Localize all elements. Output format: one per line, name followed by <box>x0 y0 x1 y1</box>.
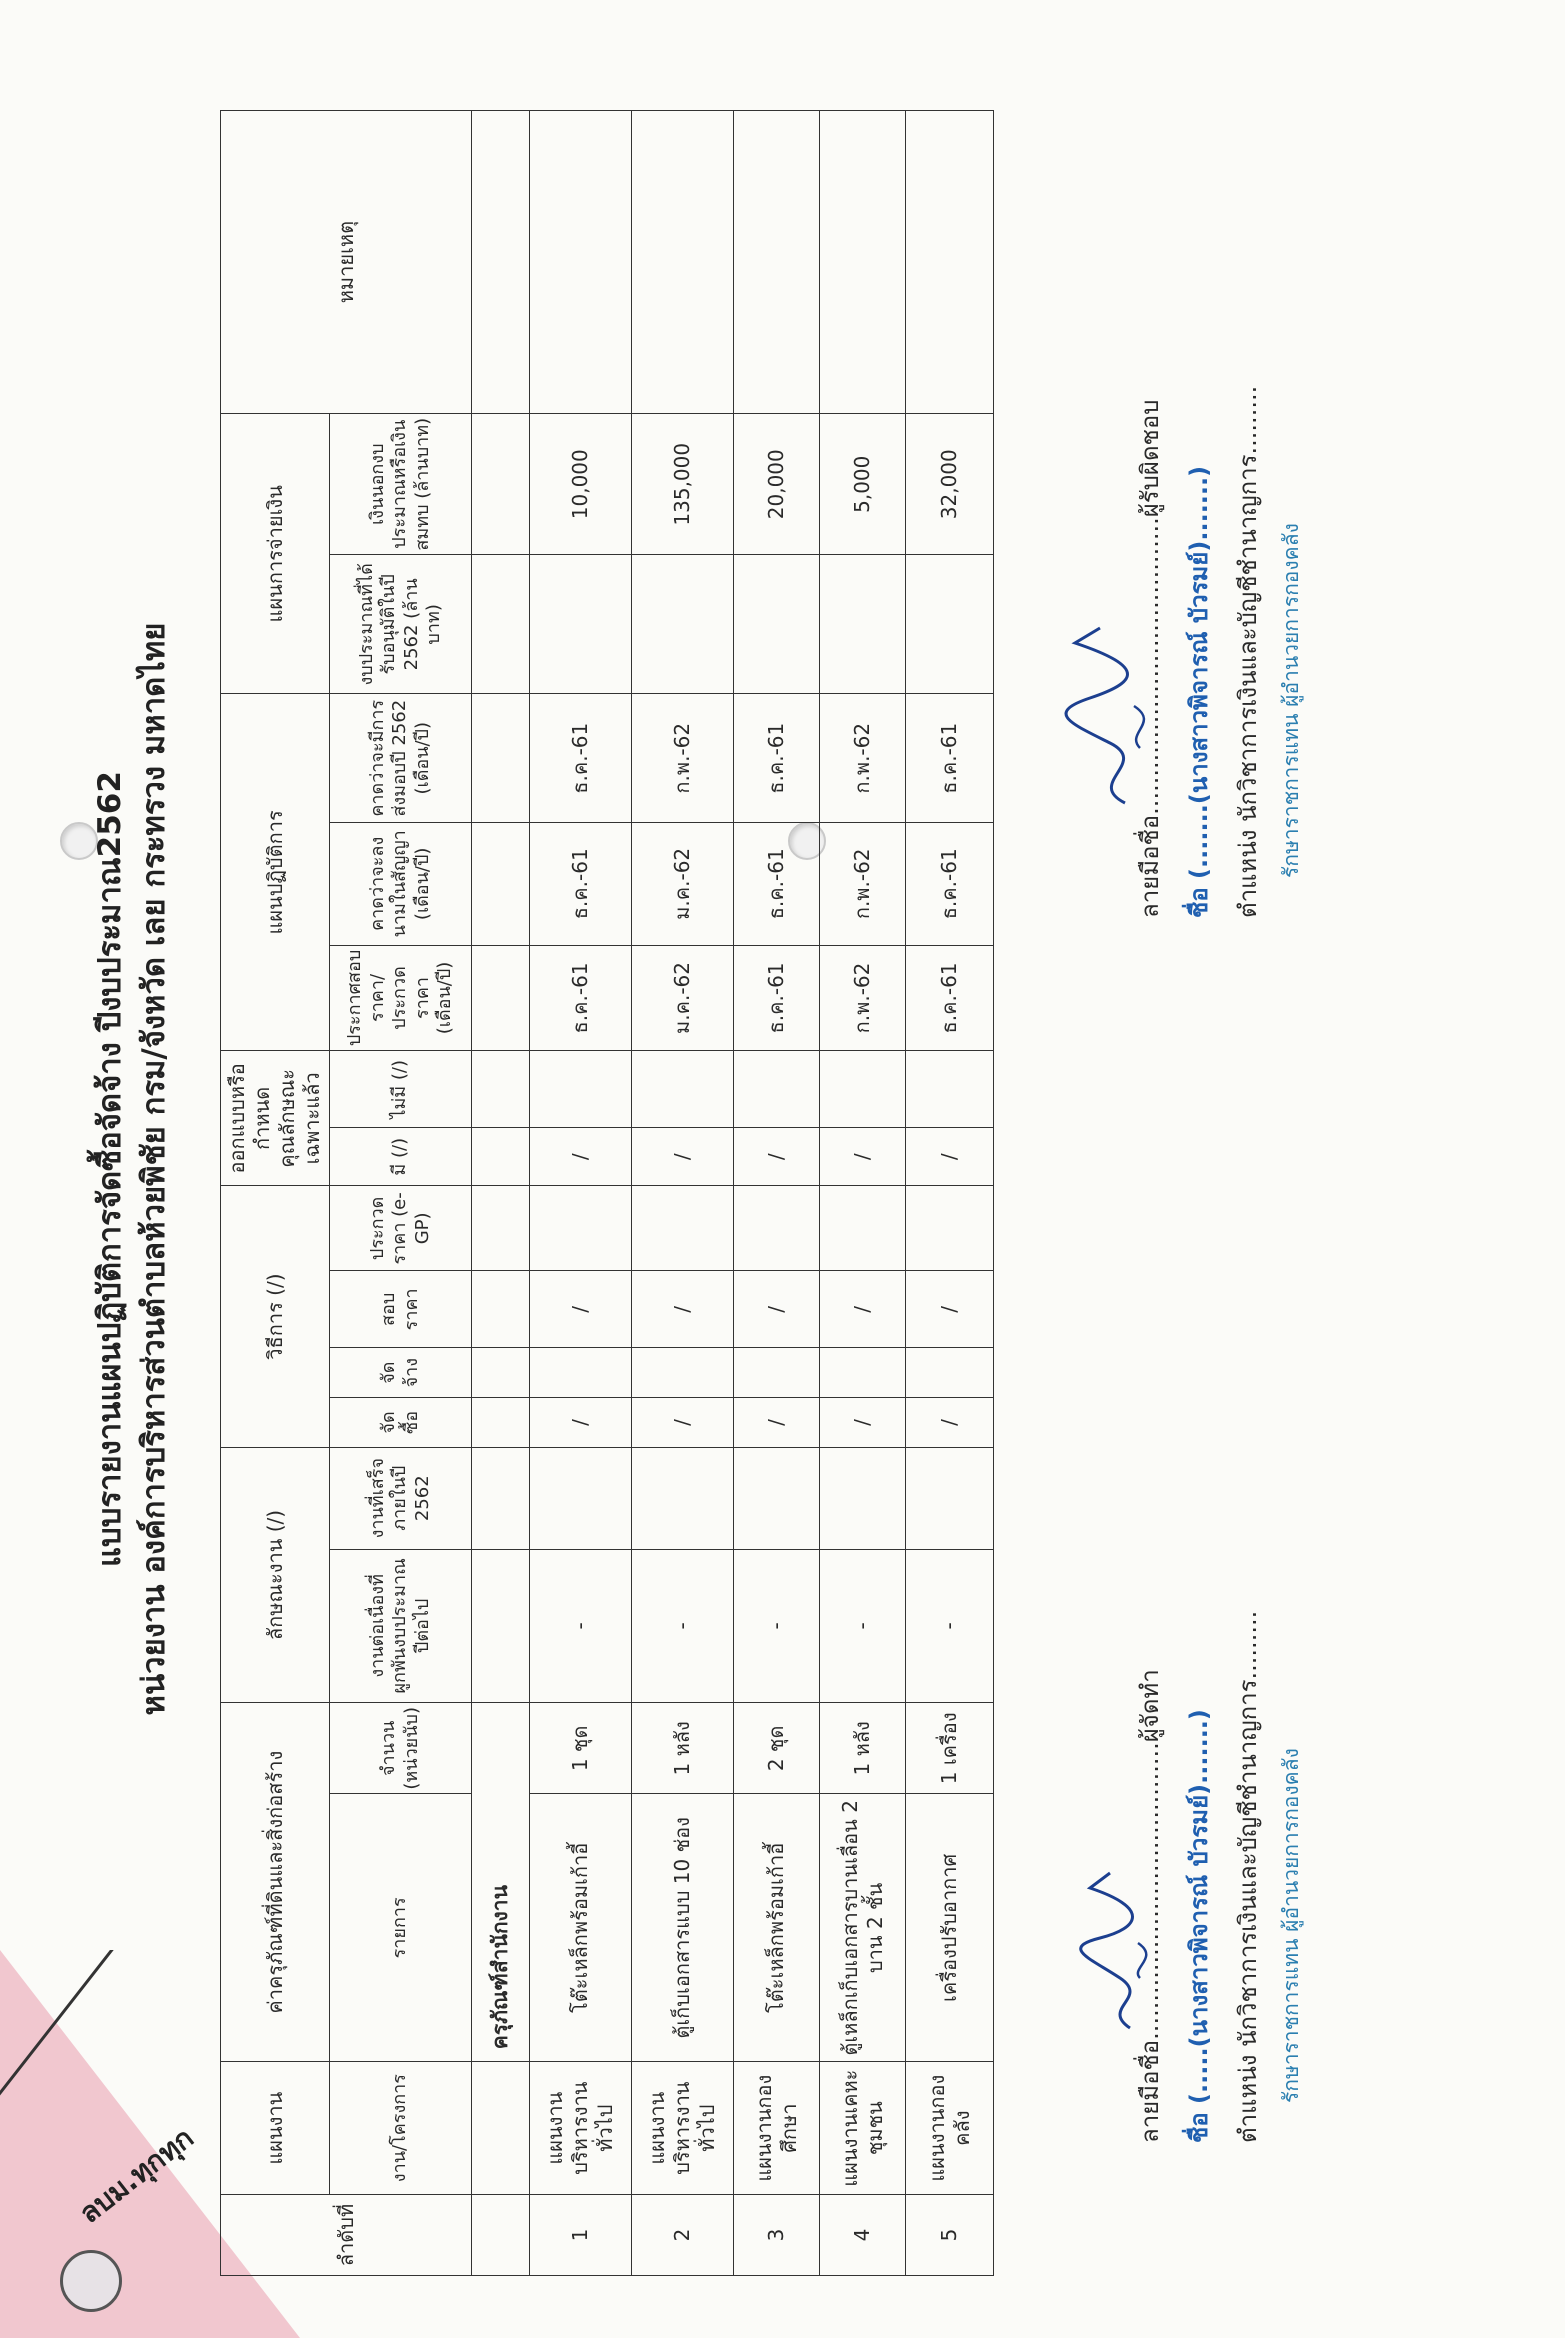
row-cont: - <box>632 1549 734 1703</box>
row-remark <box>734 111 820 414</box>
row-sign: ม.ค.-62 <box>632 823 734 945</box>
row-done <box>530 1447 632 1549</box>
row-plan: แผนงานกองคลัง <box>906 2062 994 2195</box>
row-plan: แผนงานบริหารงานทั่วไป <box>530 2062 632 2195</box>
row-deliver: ก.พ.-62 <box>632 694 734 823</box>
category-row <box>472 111 530 2276</box>
row-no-spec <box>530 1051 632 1128</box>
row-remark <box>632 111 734 414</box>
row-sign: ก.พ.-62 <box>820 823 906 945</box>
row-extra: 135,000 <box>632 414 734 555</box>
row-no: 1 <box>530 2195 632 2276</box>
col-sign-contract: คาดว่าจะลงนามในสัญญา (เดือน/ปี) <box>330 823 472 945</box>
row-quote: / <box>820 1271 906 1348</box>
col-spec-group: ออกแบบหรือกำหนดคุณลักษณะเฉพาะแล้ว <box>221 1051 330 1186</box>
row-deliver: ธ.ค.-61 <box>906 694 994 823</box>
row-hire <box>820 1348 906 1398</box>
row-remark <box>906 111 994 414</box>
row-extra: 32,000 <box>906 414 994 555</box>
col-nature-group: ลักษณะงาน (/) <box>221 1447 330 1702</box>
row-remark <box>530 111 632 414</box>
table-row <box>734 111 820 2276</box>
row-no: 4 <box>820 2195 906 2276</box>
row-cont: - <box>906 1549 994 1703</box>
row-item: โต๊ะเหล็กพร้อมเก้าอี้ <box>530 1794 632 2062</box>
row-buy: / <box>734 1398 820 1448</box>
row-done <box>820 1447 906 1549</box>
row-budget <box>820 555 906 694</box>
category-seq-cell <box>472 2195 530 2276</box>
row-qty: 1 หลัง <box>632 1703 734 1794</box>
row-quote: / <box>632 1271 734 1348</box>
col-ops-group: แผนปฏิบัติการ <box>221 694 330 1051</box>
col-announce: ประกาศสอบราคา/ประกวดราคา (เดือน/ปี) <box>330 945 472 1051</box>
row-has-spec: / <box>632 1128 734 1186</box>
col-has-spec: มี (/) <box>330 1128 472 1186</box>
agency-line: หน่วยงาน องค์การบริหารส่วนตำบลห้วยพิชัย กรม/จังหวัด เลย กระทรวง มหาดไทย <box>136 622 172 1716</box>
preparer-signature-mark <box>1040 1858 1170 2038</box>
row-plan: แผนงานกองศึกษา <box>734 2062 820 2195</box>
col-budget: งบประมาณที่ได้รับอนุมัติในปี 2562 (ล้านบาท) <box>330 555 472 694</box>
responsible-signature-mark <box>1030 618 1170 818</box>
row-cont: - <box>734 1549 820 1703</box>
row-sign: ธ.ค.-61 <box>530 823 632 945</box>
row-no-spec <box>734 1051 820 1128</box>
row-quote: / <box>734 1271 820 1348</box>
row-no-spec <box>632 1051 734 1128</box>
col-remark: หมายเหตุ <box>221 111 472 414</box>
row-egp <box>906 1186 994 1271</box>
col-buy: จัดซื้อ <box>330 1398 472 1448</box>
row-hire <box>632 1348 734 1398</box>
row-sign: ธ.ค.-61 <box>906 823 994 945</box>
row-item: โต๊ะเหล็กพร้อมเก้าอี้ <box>734 1794 820 2062</box>
row-hire <box>734 1348 820 1398</box>
col-continuing: งานต่อเนื่องที่ผูกพันงบประมาณปีต่อไป <box>330 1549 472 1703</box>
responsible-position: ตำแหน่ง นักวิชาการเงินและบัญชีชำนาญการ......... <box>1234 385 1262 918</box>
responsible-acting: รักษาราชการแทน ผู้อำนวยการกองคลัง <box>1279 523 1303 878</box>
preparer-acting: รักษาราชการแทน ผู้อำนวยการกองคลัง <box>1279 1748 1303 2103</box>
row-deliver: ก.พ.-62 <box>820 694 906 823</box>
row-no: 5 <box>906 2195 994 2276</box>
row-no-spec <box>906 1051 994 1128</box>
responsible-name: ชื่อ (.......(นางสาวพิจารณ์ บัวรมย์).......) <box>1185 465 1213 918</box>
corner-stamp-text: ลบม.ทุกทุก <box>73 2120 200 2230</box>
row-buy: / <box>906 1398 994 1448</box>
row-budget <box>906 555 994 694</box>
row-no: 2 <box>632 2195 734 2276</box>
col-items-group: ค่าครุภัณฑ์ที่ดินและสิ่งก่อสร้าง <box>221 1703 330 2062</box>
category-plan-cell <box>472 2062 530 2195</box>
row-budget <box>530 555 632 694</box>
row-buy: / <box>632 1398 734 1448</box>
col-delivery: คาดว่าจะมีการส่งมอบปี 2562 (เดือน/ปี) <box>330 694 472 823</box>
row-item: ตู้เหล็กเก็บเอกสารบานเลื่อน 2 บาน 2 ชั้น <box>820 1794 906 2062</box>
col-hire: จัดจ้าง <box>330 1348 472 1398</box>
row-qty: 1 ชุด <box>530 1703 632 1794</box>
row-egp <box>632 1186 734 1271</box>
row-done <box>734 1447 820 1549</box>
row-no: 3 <box>734 2195 820 2276</box>
col-no-spec: ไม่มี (/) <box>330 1051 472 1128</box>
row-remark <box>820 111 906 414</box>
row-has-spec: / <box>906 1128 994 1186</box>
table-row <box>530 111 632 2276</box>
row-budget <box>734 555 820 694</box>
row-quote: / <box>530 1271 632 1348</box>
col-done-in-year: งานที่เสร็จภายในปี 2562 <box>330 1447 472 1549</box>
row-extra: 20,000 <box>734 414 820 555</box>
row-quote: / <box>906 1271 994 1348</box>
row-egp <box>820 1186 906 1271</box>
row-announce: ธ.ค.-61 <box>734 945 820 1051</box>
row-egp <box>530 1186 632 1271</box>
responsible-sign-line: ลายมือชื่อ.......................................ผู้รับผิดชอบ <box>1136 399 1164 918</box>
row-plan: แผนงานเคหะชุมชน <box>820 2062 906 2195</box>
col-extra-budget: เงินนอกงบประมาณหรือเงินสมทบ (ล้านบาท) <box>330 414 472 555</box>
row-hire <box>530 1348 632 1398</box>
preparer-position: ตำแหน่ง นักวิชาการเงินและบัญชีชำนาญการ......... <box>1234 1610 1262 2143</box>
row-item: เครื่องปรับอากาศ <box>906 1794 994 2062</box>
preparer-name: ชื่อ (.....(นางสาวพิจารณ์ บัวรมย์).......) <box>1185 1709 1213 2143</box>
row-has-spec: / <box>820 1128 906 1186</box>
table-row <box>906 111 994 2276</box>
row-no-spec <box>820 1051 906 1128</box>
col-egp: ประกวดราคา (e-GP) <box>330 1186 472 1271</box>
row-extra: 10,000 <box>530 414 632 555</box>
row-sign: ธ.ค.-61 <box>734 823 820 945</box>
row-cont: - <box>530 1549 632 1703</box>
row-announce: ธ.ค.-61 <box>530 945 632 1051</box>
row-announce: ม.ค.-62 <box>632 945 734 1051</box>
row-done <box>906 1447 994 1549</box>
row-done <box>632 1447 734 1549</box>
row-qty: 1 หลัง <box>820 1703 906 1794</box>
row-buy: / <box>820 1398 906 1448</box>
row-qty: 1 เครื่อง <box>906 1703 994 1794</box>
row-has-spec: / <box>734 1128 820 1186</box>
row-deliver: ธ.ค.-61 <box>530 694 632 823</box>
row-egp <box>734 1186 820 1271</box>
preparer-sign-line: ลายมือชื่อ.......................................ผู้จัดทำ <box>1136 1669 1164 2143</box>
row-cont: - <box>820 1549 906 1703</box>
table-row <box>820 111 906 2276</box>
row-qty: 2 ชุด <box>734 1703 820 1794</box>
col-list: รายการ <box>330 1794 472 2062</box>
row-has-spec: / <box>530 1128 632 1186</box>
row-buy: / <box>530 1398 632 1448</box>
col-method-group: วิธีการ (/) <box>221 1186 330 1448</box>
row-announce: ธ.ค.-61 <box>906 945 994 1051</box>
row-hire <box>906 1348 994 1398</box>
row-budget <box>632 555 734 694</box>
col-qty: จำนวน (หน่วยนับ) <box>330 1703 472 1794</box>
document-title: แบบรายงานแผนปฏิบัติการจัดซื้อจัดจ้าง ปีงบประมาณ2562 <box>92 771 128 1567</box>
row-announce: ก.พ.-62 <box>820 945 906 1051</box>
col-seq: ลำดับที่ <box>221 2195 472 2276</box>
category-label: ครุภัณฑ์สำนักงาน <box>472 1703 530 2062</box>
row-extra: 5,000 <box>820 414 906 555</box>
col-project: งาน/โครงการ <box>330 2062 472 2195</box>
table-row <box>632 111 734 2276</box>
row-plan: แผนงานบริหารงานทั่วไป <box>632 2062 734 2195</box>
col-plan: แผนงาน <box>221 2062 330 2195</box>
col-quote: สอบราคา <box>330 1271 472 1348</box>
col-pay-group: แผนการจ่ายเงิน <box>221 414 330 694</box>
row-item: ตู้เก็บเอกสารแบบ 10 ช่อง <box>632 1794 734 2062</box>
row-deliver: ธ.ค.-61 <box>734 694 820 823</box>
procurement-table <box>220 110 994 2276</box>
